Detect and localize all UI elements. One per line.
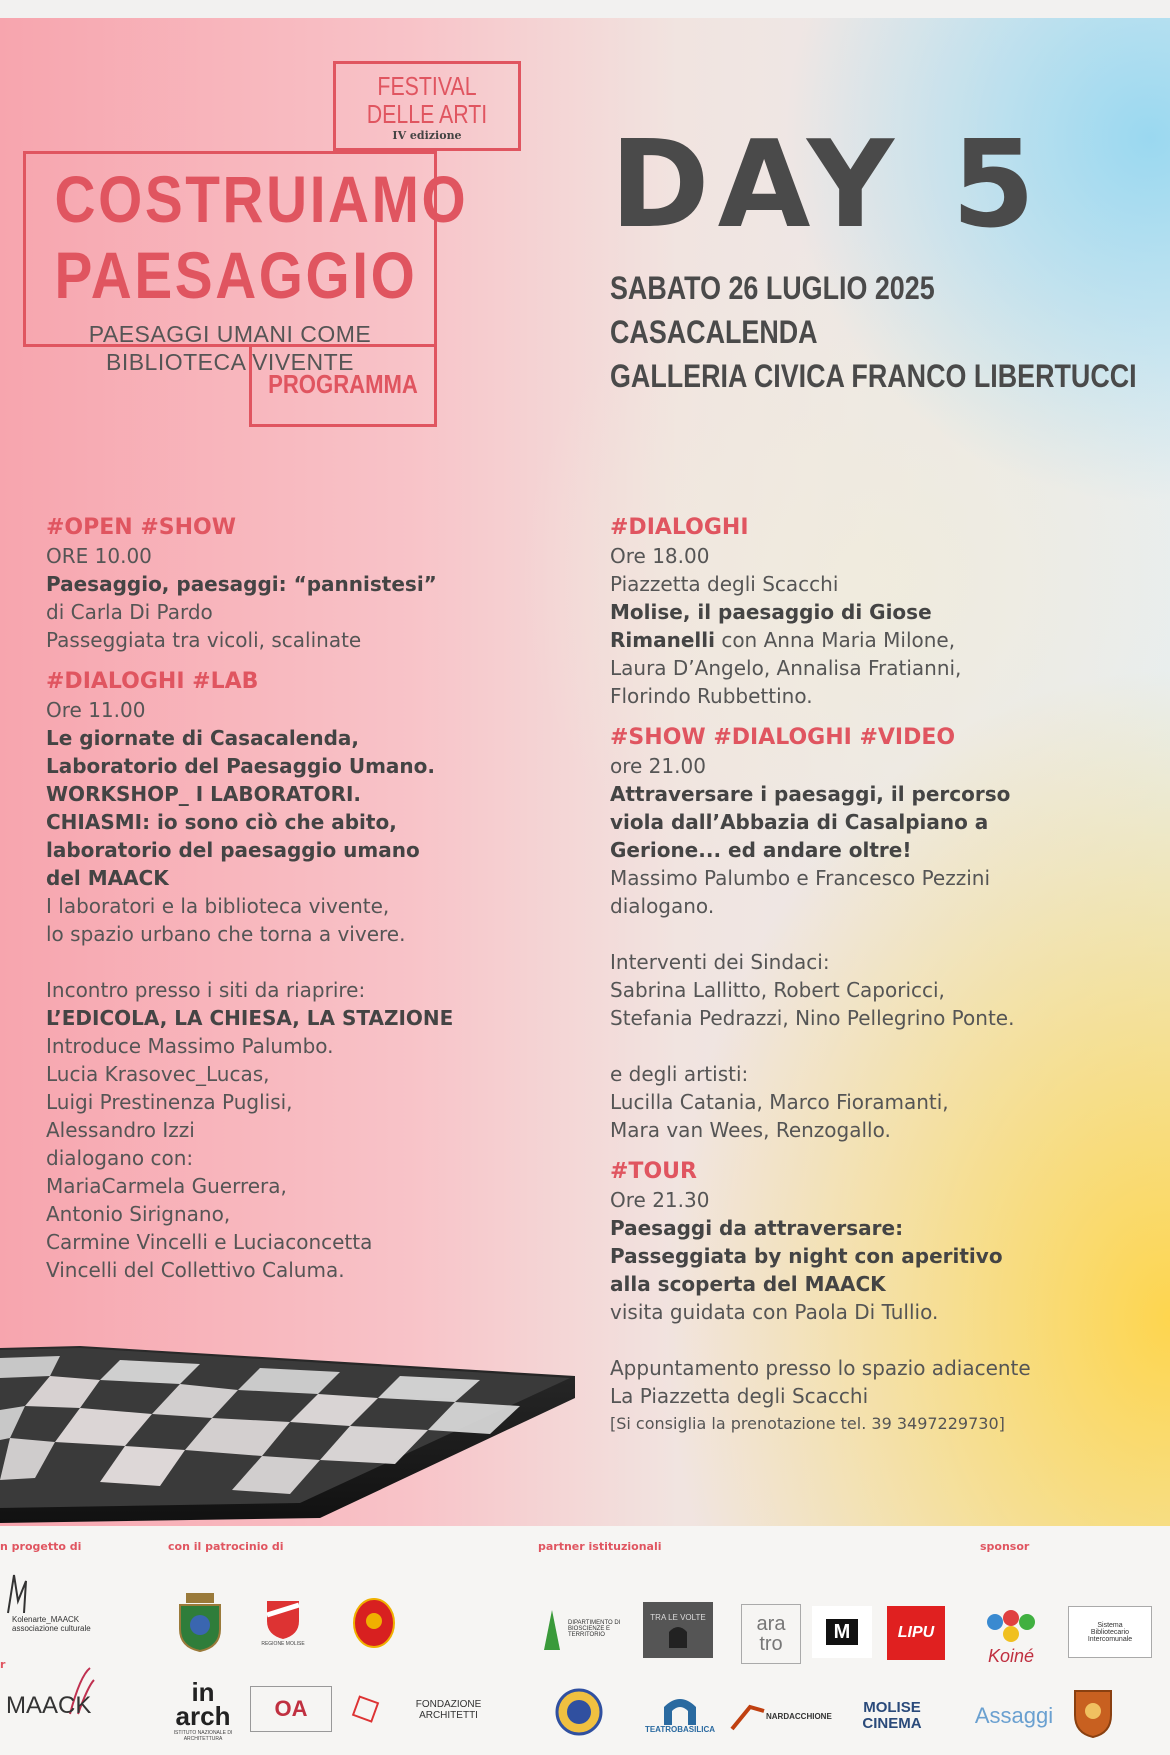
ordine-architetti-logo: [250, 1686, 332, 1732]
event4-tag: #SHOW #DIALOGHI #VIDEO: [610, 725, 956, 750]
event5-title: Paesaggi da attraversare:: [610, 1216, 904, 1240]
event3-title-line: [610, 626, 1031, 654]
aratro-logo: [741, 1604, 801, 1664]
event3-title-end: Rimanelli: [610, 628, 715, 652]
event4-line: Sabrina Lallitto, Robert Caporicci,: [610, 978, 945, 1002]
lipu-name: LIPU: [897, 1624, 935, 1641]
event4-line: dialogano.: [610, 894, 715, 918]
comune-crest-icon: [170, 1586, 230, 1656]
poster: [0, 18, 1170, 1526]
arch-icon: [667, 1622, 689, 1648]
m-mark: M: [826, 1619, 858, 1645]
event4-line: Mara van Wees, Renzogallo.: [610, 1118, 891, 1142]
label-r: r: [0, 1658, 6, 1671]
event2-title: CHIASMI: io sono ciò che abito,: [46, 810, 397, 834]
event2-title: Laboratorio del Paesaggio Umano.: [46, 754, 436, 778]
teatrobasilica-logo: [640, 1686, 720, 1742]
lipu-logo: [887, 1606, 945, 1660]
label-progetto: n progetto di: [0, 1540, 82, 1553]
label-patrocinio: con il patrocinio di: [168, 1540, 284, 1553]
assaggi-logo: [976, 1696, 1052, 1736]
programma-label: PROGRAMMA: [268, 369, 418, 399]
event1-time: ORE 10.00: [46, 544, 152, 568]
event3-tag: #DIALOGHI: [610, 515, 749, 540]
regione-name: REGIONE MOLISE: [261, 1641, 305, 1647]
event4-line: Massimo Palumbo e Francesco Pezzini: [610, 866, 991, 890]
koine-name: Koiné: [987, 1645, 1035, 1666]
title-box: [23, 151, 469, 375]
event3-line: Florindo Rubbettino.: [610, 684, 813, 708]
event2-line: I laboratori e la biblioteca vivente,: [46, 894, 390, 918]
nardacchione-name: NARDACCHIONE: [766, 1711, 832, 1721]
m-logo: [812, 1606, 872, 1658]
chessboard-illustration: [0, 1318, 580, 1526]
event3-title: Molise, il paesaggio di Giose: [610, 600, 932, 624]
event2-line: lo spazio urbano che torna a vivere.: [46, 922, 406, 946]
event3-time: Ore 18.00: [610, 544, 710, 568]
tra-le-volte-logo: [643, 1602, 713, 1658]
event2-time: Ore 11.00: [46, 698, 146, 722]
dipartimento-logo: [540, 1604, 630, 1654]
event5-title: alla scoperta del MAACK: [610, 1272, 886, 1296]
maack-name: MAACK: [6, 1692, 92, 1719]
teatro-name: TEATROBASILICA: [644, 1724, 716, 1734]
maack-logo: [0, 1666, 110, 1726]
event2-line: Vincelli del Collettivo Caluma.: [46, 1258, 345, 1282]
date-block: [610, 266, 1137, 398]
edition-label: IV edizione: [392, 129, 462, 142]
sistema-bibliotecario-logo: [1068, 1606, 1152, 1658]
event2-line: MariaCarmela Guerrera,: [46, 1174, 287, 1198]
inarch-name: in arch: [175, 1677, 231, 1731]
event2-line: dialogano con:: [46, 1146, 194, 1170]
kolenarte-name: Kolenarte_MAACK associazione culturale: [12, 1615, 91, 1633]
subtitle-line1: PAESAGGI UMANI COME: [88, 321, 372, 347]
dipartimento-name: DIPARTIMENTO DI BIOSCIENZE E TERRITORIO: [568, 1620, 621, 1638]
event4-line: Lucilla Catania, Marco Fioramanti,: [610, 1090, 949, 1114]
event4-line: Interventi dei Sindaci:: [610, 950, 830, 974]
programma-box: [249, 344, 437, 427]
event2-line: Incontro presso i siti da riaprire:: [46, 978, 366, 1002]
provincia-seal-icon: [344, 1588, 404, 1654]
festival-box: [333, 61, 521, 151]
event4-title: Gerione... ed andare oltre!: [610, 838, 912, 862]
sponsor-footer: [0, 1526, 1170, 1755]
event3-line: Laura D’Angelo, Annalisa Fratianni,: [610, 656, 962, 680]
subtitle-line2: BIBLIOTECA VIVENTE: [105, 349, 355, 375]
koine-hands-icon: [983, 1608, 1039, 1646]
nardacchione-logo: [730, 1696, 850, 1736]
event5-time: Ore 21.30: [610, 1188, 710, 1212]
top-margin: [0, 0, 1170, 18]
event4-line: e degli artisti:: [610, 1062, 749, 1086]
koine-logo: [976, 1604, 1046, 1670]
event-date: SABATO 26 LUGLIO 2025: [610, 270, 935, 306]
fondazione-mark-icon: [350, 1693, 383, 1727]
event1-line: di Carla Di Pardo: [46, 600, 213, 624]
day-title: DAY 5: [610, 116, 1044, 255]
event1-title: Paesaggio, paesaggi: “pannistesi”: [46, 572, 437, 596]
left-column: [46, 514, 453, 1284]
assaggi-name: Assaggi: [974, 1703, 1054, 1728]
event4-time: ore 21.00: [610, 754, 706, 778]
molise-cinema-name: MOLISE CINEMA: [862, 1699, 922, 1732]
label-partner: partner istituzionali: [538, 1540, 662, 1553]
festival-line1: FESTIVAL: [377, 71, 477, 101]
kolenarte-mark-icon: [0, 1571, 40, 1615]
event5-line: La Piazzetta degli Scacchi: [610, 1384, 869, 1408]
regione-molise-logo: [258, 1592, 308, 1652]
event2-line: Luigi Prestinenza Puglisi,: [46, 1090, 293, 1114]
event1-line: Passeggiata tra vicoli, scalinate: [46, 628, 362, 652]
university-seal-icon: [553, 1686, 605, 1738]
municipal-crest-icon: [1068, 1682, 1118, 1742]
nardacchione-mark-icon: [730, 1701, 766, 1731]
event2-tag: #DIALOGHI #LAB: [46, 669, 259, 694]
event2-sites: L’EDICOLA, LA CHIESA, LA STAZIONE: [46, 1006, 454, 1030]
event3-guests: con Anna Maria Milone,: [714, 628, 956, 652]
event-town: CASACALENDA: [610, 314, 818, 350]
inarch-logo: [168, 1676, 238, 1746]
event5-tag: #TOUR: [610, 1159, 697, 1184]
event2-line: Antonio Sirignano,: [46, 1202, 231, 1226]
event5-title: Passeggiata by night con aperitivo: [610, 1244, 1003, 1268]
event3-line: Piazzetta degli Scacchi: [610, 572, 839, 596]
event-venue: GALLERIA CIVICA FRANCO LIBERTUCCI: [610, 358, 1137, 394]
event5-line: visita guidata con Paola Di Tullio.: [610, 1300, 939, 1324]
regione-shield-icon: [263, 1597, 303, 1641]
event1-tag: #OPEN #SHOW: [46, 515, 237, 540]
event4-title: viola dall’Abbazia di Casalpiano a: [610, 810, 989, 834]
dipartimento-mark-icon: [540, 1606, 564, 1652]
event2-line: Introduce Massimo Palumbo.: [46, 1034, 334, 1058]
event2-line: Alessandro Izzi: [46, 1118, 195, 1142]
event4-line: Stefania Pedrazzi, Nino Pellegrino Ponte.: [610, 1006, 1015, 1030]
oa-mark: OA: [274, 1696, 308, 1721]
event2-title: Le giornate di Casacalenda,: [46, 726, 359, 750]
kolenarte-logo: [0, 1562, 90, 1642]
event2-line: Carmine Vincelli e Luciaconcetta: [46, 1230, 373, 1254]
festival-line2: DELLE ARTI: [366, 99, 488, 129]
event5-line: Appuntamento presso lo spazio adiacente: [610, 1356, 1031, 1380]
event4-title: Attraversare i paesaggi, il percorso: [610, 782, 1011, 806]
event2-title: laboratorio del paesaggio umano: [46, 838, 420, 862]
inarch-sub: ISTITUTO NAZIONALE DI ARCHITETTURA: [173, 1730, 233, 1742]
molise-cinema-logo: [856, 1696, 928, 1736]
title-line1: COSTRUIAMO: [54, 162, 469, 236]
fondazione-architetti-logo: [350, 1692, 510, 1728]
travolte-name: TRA LE VOLTE: [650, 1612, 706, 1622]
event2-title: del MAACK: [46, 866, 169, 890]
right-column: [610, 514, 1031, 1438]
aratro-name: ara tro: [756, 1613, 786, 1655]
label-sponsor: sponsor: [980, 1540, 1030, 1553]
event2-title: WORKSHOP_ I LABORATORI.: [46, 782, 362, 806]
fondazione-name: FONDAZIONE ARCHITETTI: [415, 1699, 482, 1721]
event2-line: Lucia Krasovec_Lucas,: [46, 1062, 270, 1086]
booking-note: [Si consiglia la prenotazione tel. 39 3497229730]: [610, 1414, 1005, 1433]
title-line2: PAESAGGIO: [54, 238, 418, 312]
sistema-name: Sistema Bibliotecario Intercomunale: [1087, 1621, 1133, 1643]
teatro-arch-icon: [660, 1695, 700, 1725]
